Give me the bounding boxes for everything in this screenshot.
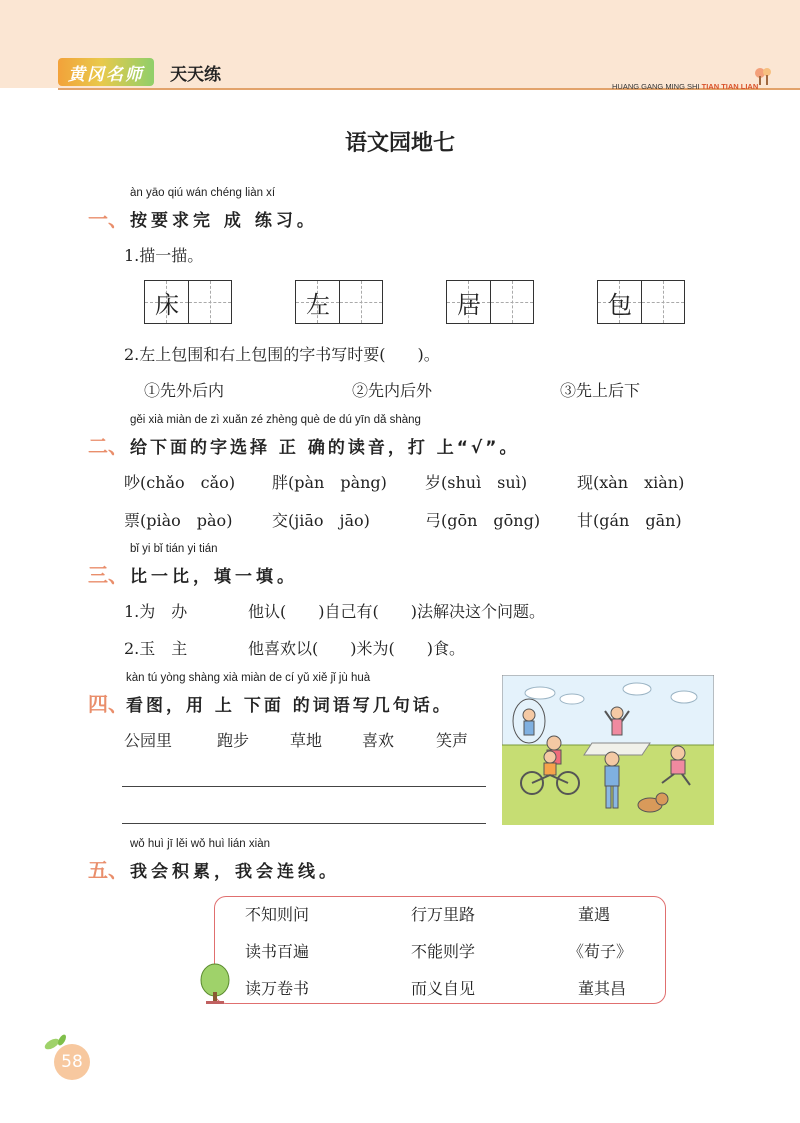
section-4-number: 四、 [88,692,128,716]
reading-choice[interactable]: 现(xàn xiàn) [577,473,685,492]
match-item[interactable]: 《荀子》 [568,942,633,961]
brand-badge: 黄冈名师 [58,58,154,86]
char-cell-empty[interactable] [339,281,382,323]
reading-choice[interactable]: 交(jiāo jāo) [272,511,370,530]
char-cell-filled [447,281,490,323]
section-5-number: 五、 [88,858,128,882]
option-2[interactable]: ②先内后外 [352,381,433,400]
section-5-instruction: 我会积累，我会连线。 [130,862,340,882]
char-cell-empty[interactable] [641,281,684,323]
page-number: 58 [54,1044,90,1080]
park-illustration [502,675,714,825]
reading-choice[interactable]: 甘(gán gān) [577,511,682,530]
section-3-instruction: 比一比，填一填。 [130,567,298,587]
match-item[interactable]: 不知则问 [245,905,310,924]
section-1-instruction: 按要求完 成 练习。 [130,211,318,231]
char-box[interactable] [597,280,685,324]
char-cell-filled [296,281,339,323]
reading-choice[interactable]: 票(piào pào) [124,511,233,530]
char-cell-filled [145,281,188,323]
char-glyph: 左 [306,290,330,319]
reading-choice[interactable]: 胖(pàn pàng) [272,473,387,492]
section-3-pinyin: bǐ yi bǐ tián yi tián [130,543,218,555]
writing-line[interactable] [122,786,486,787]
header-english-main: HUANG GANG MING SHI [612,82,700,91]
header-subtitle: 天天练 [170,65,221,85]
match-item[interactable]: 行万里路 [411,905,476,924]
section-4-instruction: 看图，用 上 下面 的词语写几句话。 [126,696,453,716]
match-item[interactable]: 而义自见 [411,979,476,998]
char-cell-filled [598,281,641,323]
section-1-number: 一、 [88,207,128,231]
match-item[interactable]: 不能则学 [411,942,476,961]
reading-choice[interactable]: 弓(gōn gōng) [425,511,541,530]
word-bank-item: 笑声 [436,731,469,750]
fill-blank-sentence[interactable]: 他认( )自己有( )法解决这个问题。 [248,602,545,621]
section-1-pinyin: àn yāo qiú wán chéng liàn xí [130,187,276,199]
section-5-pinyin: wǒ huì jī lěi wǒ huì lián xiàn [130,838,270,850]
option-1[interactable]: ①先外后内 [144,381,225,400]
char-glyph: 包 [608,290,632,319]
match-item[interactable]: 董其昌 [578,979,627,998]
char-box[interactable] [295,280,383,324]
compare-pair: 1.为 办 [124,602,188,621]
option-3[interactable]: ③先上后下 [560,381,641,400]
char-glyph: 居 [457,290,481,319]
page-title: 语文园地七 [344,131,455,156]
char-cell-empty[interactable] [490,281,533,323]
header-english [612,82,758,91]
tree-icon [752,65,774,87]
word-bank-item: 草地 [290,731,323,750]
match-item[interactable]: 董遇 [578,905,611,924]
section-2-instruction: 给下面的字选择 正 确的读音，打 上“√”。 [130,438,520,458]
section-4-pinyin: kàn tú yòng shàng xià miàn de cí yǔ xiě jǐ jù huà [126,672,371,684]
writing-line[interactable] [122,823,486,824]
word-bank-item: 公园里 [124,731,173,750]
char-box[interactable] [446,280,534,324]
fill-blank-sentence[interactable]: 他喜欢以( )米为( )食。 [248,639,465,658]
match-item[interactable]: 读万卷书 [245,979,310,998]
char-glyph: 床 [155,290,179,319]
tree-icon [198,962,232,1006]
word-bank-item: 跑步 [217,731,250,750]
section-1-sub2: 2.左上包围和右上包围的字书写时要( )。 [124,345,440,364]
reading-choice[interactable]: 岁(shuì suì) [425,473,528,492]
section-1-sub1: 1.描一描。 [124,246,204,265]
char-cell-empty[interactable] [188,281,231,323]
section-3-number: 三、 [88,563,128,587]
char-box[interactable] [144,280,232,324]
reading-choice[interactable]: 吵(chǎo cǎo) [124,473,236,492]
header-english-sub: TIAN TIAN LIAN [701,82,759,91]
section-2-number: 二、 [88,434,128,458]
section-2-pinyin: gěi xià miàn de zì xuǎn zé zhèng què de dú yīn dǎ shàng [130,414,421,426]
match-item[interactable]: 读书百遍 [245,942,310,961]
word-bank-item: 喜欢 [362,731,395,750]
compare-pair: 2.玉 主 [124,639,188,658]
